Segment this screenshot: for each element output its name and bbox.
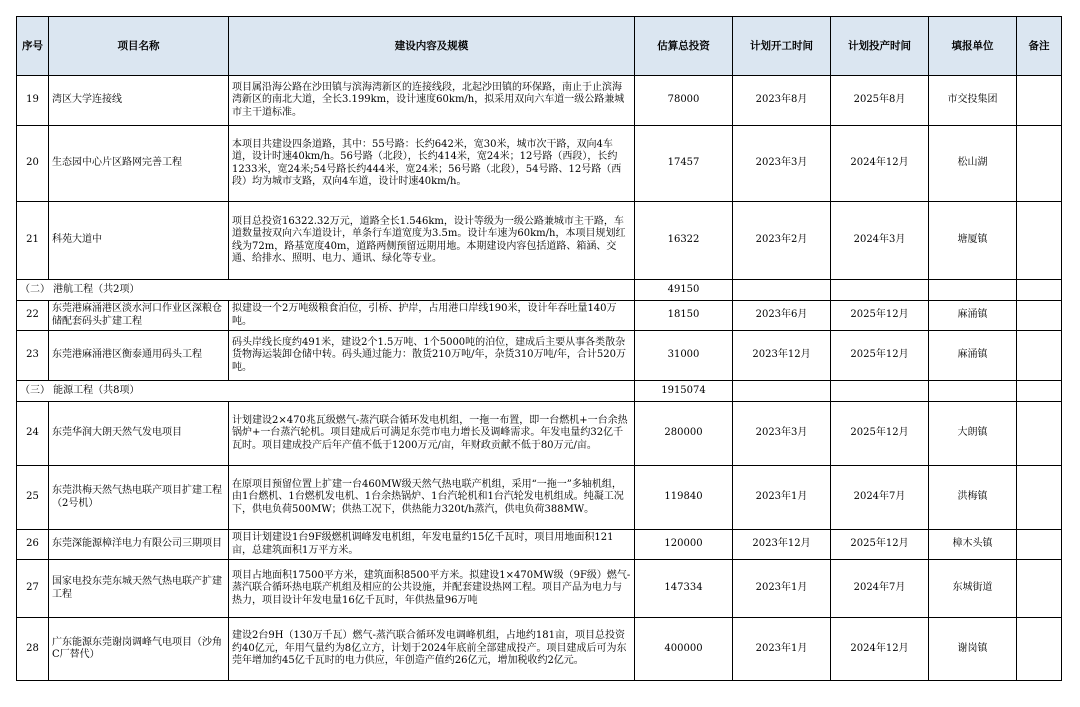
cell-invest: 280000	[635, 402, 733, 466]
cell-name: 科苑大道中	[49, 202, 229, 280]
table-row	[17, 530, 1062, 560]
header-desc: 建设内容及规模	[229, 17, 635, 76]
cell-unit: 市交投集团	[929, 76, 1017, 126]
cell-invest: 120000	[635, 530, 733, 560]
cell-end: 2024年12月	[831, 126, 929, 202]
table-row	[17, 126, 1062, 202]
cell-name: 东莞洪梅天然气热电联产项目扩建工程（2号机）	[49, 466, 229, 530]
cell-start: 2023年12月	[733, 331, 831, 381]
cell-no: 28	[17, 618, 49, 681]
cell-note	[1017, 530, 1062, 560]
cell-desc: 项目占地面积17500平方米，建筑面积8500平方米。拟建设1×470MW级（9F级）燃气-蒸汽联合循环热电联产机组及相应的公共设施，并配套建设热网工程。项目产品为电力与热力，项目设计年发电量16亿千瓦时，年供热量96万吨	[229, 560, 635, 618]
cell-start: 2023年3月	[733, 402, 831, 466]
cell-no: 26	[17, 530, 49, 560]
cell-start: 2023年1月	[733, 618, 831, 681]
cell-no: 20	[17, 126, 49, 202]
cell-invest: 400000	[635, 618, 733, 681]
cell-end: 2025年12月	[831, 530, 929, 560]
cell-start: 2023年1月	[733, 466, 831, 530]
cell-note	[1017, 466, 1062, 530]
cell-desc: 项目计划建设1台9F级燃机调峰发电机组，年发电量约15亿千瓦时，项目用地面积121亩，总建筑面积1万平方米。	[229, 530, 635, 560]
cell-end: 2024年7月	[831, 560, 929, 618]
header-end: 计划投产时间	[831, 17, 929, 76]
cell-start: 2023年3月	[733, 126, 831, 202]
table-row	[17, 202, 1062, 280]
cell-invest: 31000	[635, 331, 733, 381]
cell-note	[1017, 202, 1062, 280]
cell-no: 27	[17, 560, 49, 618]
header-invest: 估算总投资	[635, 17, 733, 76]
cell-name: 国家电投东莞东城天然气热电联产扩建工程	[49, 560, 229, 618]
section-row	[17, 381, 1062, 402]
cell-desc: 在原项目预留位置上扩建一台460MW级天然气热电联产机组，采用“一拖一”多轴机组，由1台燃机、1台燃机发电机、1台余热锅炉、1台汽轮机和1台汽轮发电机组成。纯凝工况下，供电负荷500MW；供热工况下，供热能力320t/h蒸汽，供电负荷388MW。	[229, 466, 635, 530]
cell-end: 2025年12月	[831, 402, 929, 466]
table-row	[17, 560, 1062, 618]
cell-invest: 17457	[635, 126, 733, 202]
table-row	[17, 301, 1062, 331]
table-row	[17, 618, 1062, 681]
cell-unit: 东城街道	[929, 560, 1017, 618]
cell-invest: 16322	[635, 202, 733, 280]
cell-no: 19	[17, 76, 49, 126]
header-start: 计划开工时间	[733, 17, 831, 76]
cell-start: 2023年1月	[733, 560, 831, 618]
cell-note	[1017, 331, 1062, 381]
cell-invest: 119840	[635, 466, 733, 530]
cell-end: 2025年8月	[831, 76, 929, 126]
cell-end: 2025年12月	[831, 331, 929, 381]
header-no: 序号	[17, 17, 49, 76]
cell-end: 2025年12月	[831, 301, 929, 331]
cell-no: 23	[17, 331, 49, 381]
section-title: （三） 能源工程（共8项）	[17, 381, 635, 402]
cell-unit: 麻涌镇	[929, 301, 1017, 331]
table-header-row	[17, 17, 1062, 76]
cell-name: 东莞深能源樟洋电力有限公司三期项目	[49, 530, 229, 560]
cell-start: 2023年12月	[733, 530, 831, 560]
cell-desc: 建设2台9H（130万千瓦）燃气-蒸汽联合循环发电调峰机组，占地约181亩，项目总投资约40亿元，年用气量约为8亿立方，计划于2024年底前全部建成投产。项目建成后可为东莞年增加约45亿千瓦时的电力供应，年创造产值约26亿元，增加税收约2亿元。	[229, 618, 635, 681]
cell-unit: 樟木头镇	[929, 530, 1017, 560]
cell-no: 22	[17, 301, 49, 331]
section-title: （二） 港航工程（共2项）	[17, 280, 635, 301]
cell-note	[1017, 301, 1062, 331]
table-row	[17, 402, 1062, 466]
table-row	[17, 76, 1062, 126]
cell-desc: 本项目共建设四条道路，其中：55号路：长约642米，宽30米，城市次干路，双向4车道，设计时速40km/h。56号路（北段），长约414米，宽24米；12号路（西段），长约1233米，宽24米;54号路长约444米，宽24米；56号路（北段），54号路、12号路（西段）均为城市支路，双向4车道，设计时速40km/h。	[229, 126, 635, 202]
cell-name: 东莞港麻涌港区衡泰通用码头工程	[49, 331, 229, 381]
cell-invest: 147334	[635, 560, 733, 618]
cell-desc: 项目属沿海公路在沙田镇与滨海湾新区的连接线段，北起沙田镇的环保路，南止于止滨海湾新区的南北大道，全长3.199km，设计速度60km/h，拟采用双向六车道一级公路兼城市主干道标准。	[229, 76, 635, 126]
cell-note	[1017, 76, 1062, 126]
cell-name: 广东能源东莞谢岗调峰气电项目（沙角C厂替代）	[49, 618, 229, 681]
cell-desc: 拟建设一个2万吨级粮食泊位，引桥、护岸，占用港口岸线190米，设计年吞吐量140万吨。	[229, 301, 635, 331]
header-name: 项目名称	[49, 17, 229, 76]
cell-unit: 麻涌镇	[929, 331, 1017, 381]
cell-unit: 洪梅镇	[929, 466, 1017, 530]
cell-unit: 谢岗镇	[929, 618, 1017, 681]
header-unit: 填报单位	[929, 17, 1017, 76]
cell-end: 2024年7月	[831, 466, 929, 530]
project-table	[16, 16, 1062, 681]
cell-invest: 78000	[635, 76, 733, 126]
cell-name: 东莞港麻涌港区淡水河口作业区深粮仓储配套码头扩建工程	[49, 301, 229, 331]
cell-note	[1017, 618, 1062, 681]
cell-note	[1017, 402, 1062, 466]
cell-no: 24	[17, 402, 49, 466]
cell-desc: 计划建设2×470兆瓦级燃气-蒸汽联合循环发电机组，一拖一布置，即一台燃机+一台余热锅炉+一台蒸汽轮机。项目建成后可满足东莞市电力增长及调峰需求。年发电量约32亿千瓦时。项目建成投产后年产值不低于1200万元/亩，年财政贡献不低于80万元/亩。	[229, 402, 635, 466]
cell-name: 东莞华润大朗天然气发电项目	[49, 402, 229, 466]
cell-name: 湾区大学连接线	[49, 76, 229, 126]
cell-desc: 码头岸线长度约491米，建设2个1.5万吨、1个5000吨的泊位，建成后主要从事各类散杂货物海运装卸仓储中转。码头通过能力：散货210万吨/年，杂货310万吨/年，合计520万吨。	[229, 331, 635, 381]
project-table-container	[16, 16, 1062, 681]
cell-end: 2024年12月	[831, 618, 929, 681]
table-row	[17, 331, 1062, 381]
cell-unit: 大朗镇	[929, 402, 1017, 466]
cell-no: 25	[17, 466, 49, 530]
cell-invest: 18150	[635, 301, 733, 331]
cell-start: 2023年2月	[733, 202, 831, 280]
section-invest: 49150	[635, 280, 733, 301]
cell-note	[1017, 126, 1062, 202]
cell-no: 21	[17, 202, 49, 280]
cell-name: 生态园中心片区路网完善工程	[49, 126, 229, 202]
cell-unit: 塘厦镇	[929, 202, 1017, 280]
cell-desc: 项目总投资16322.32万元，道路全长1.546km，设计等级为一级公路兼城市主干路，车道数量按双向六车道设计，单条行车道宽度为3.5m。设计车速为60km/h，本项目规划红线为72m，路基宽度40m，道路两侧预留远期用地。本期建设内容包括道路、箱涵、交通、给排水、照明、电力、通讯、绿化等专业。	[229, 202, 635, 280]
table-row	[17, 466, 1062, 530]
cell-start: 2023年6月	[733, 301, 831, 331]
cell-start: 2023年8月	[733, 76, 831, 126]
section-invest: 1915074	[635, 381, 733, 402]
section-row	[17, 280, 1062, 301]
cell-note	[1017, 560, 1062, 618]
cell-unit: 松山湖	[929, 126, 1017, 202]
header-note: 备注	[1017, 17, 1062, 76]
cell-end: 2024年3月	[831, 202, 929, 280]
